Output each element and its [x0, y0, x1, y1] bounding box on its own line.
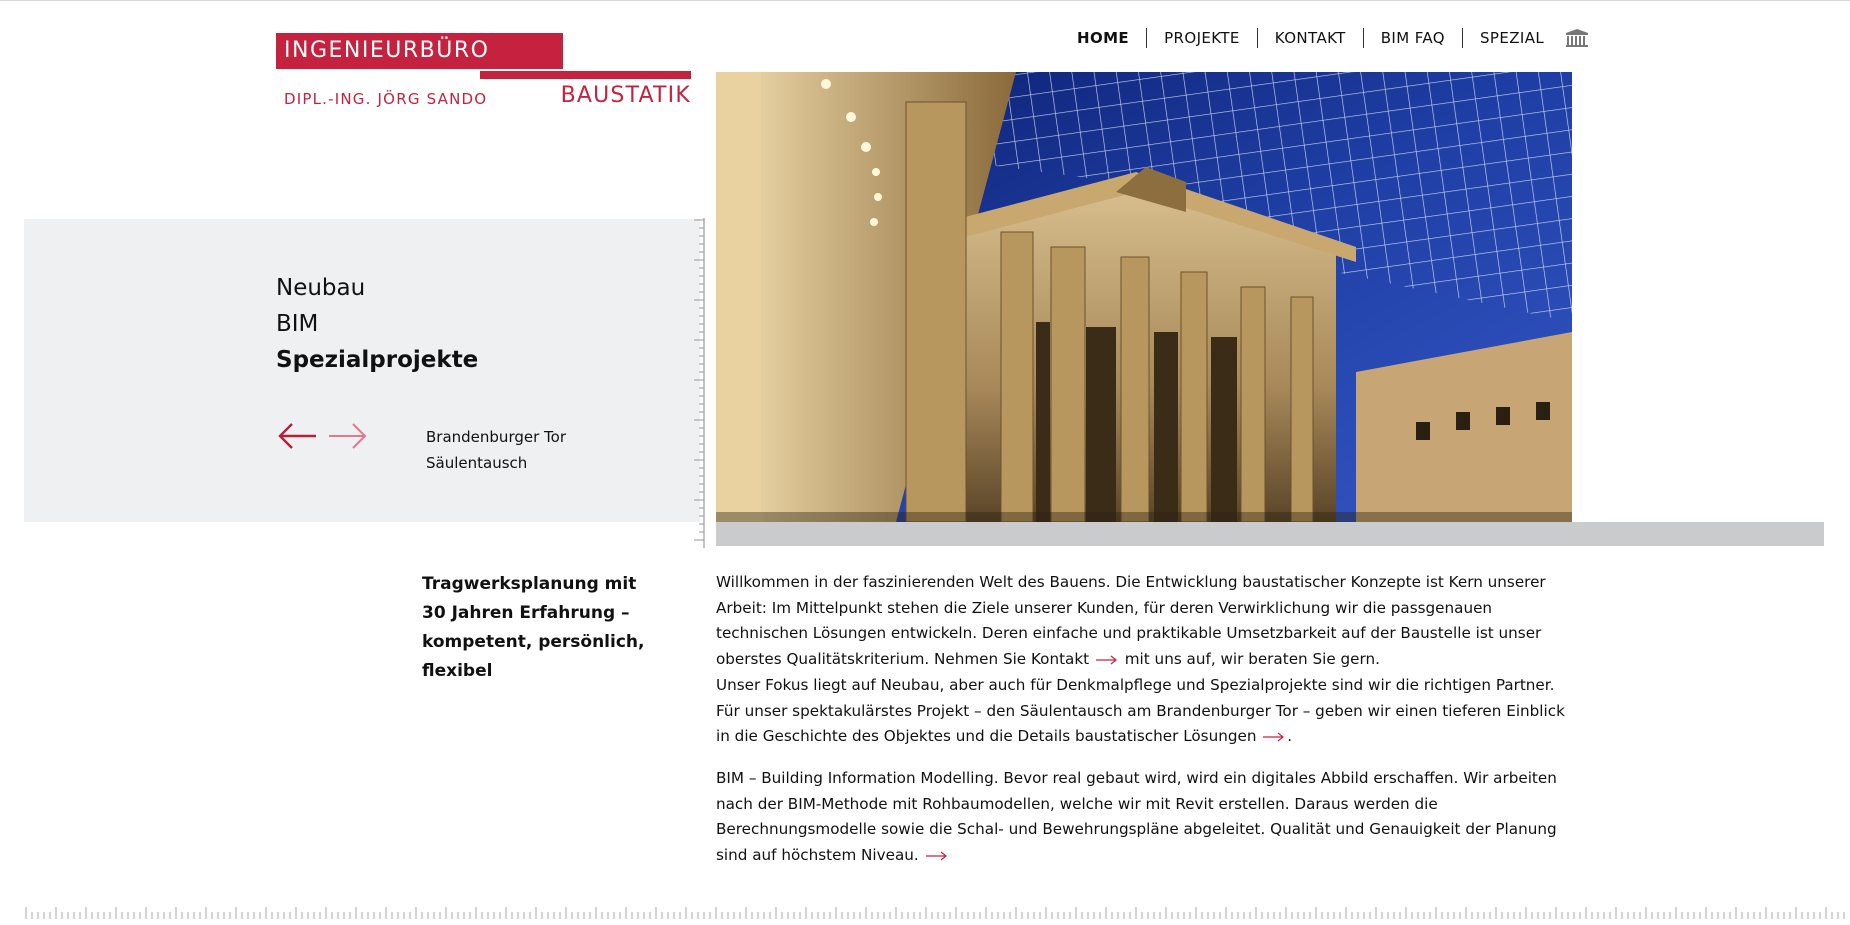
service-bim[interactable]: BIM — [276, 311, 319, 337]
paragraph-3-text: BIM – Building Information Modelling. Bevor real gebaut wird, wird ein digitales Abbild erschaffen. Wir arbeiten nach der BIM-Methode mit Rohbaumodellen, welche wir mit Revit erstellen. Daraus werden die Berechnungsmodelle sowie die Schal- und Bewehrungspläne abgeleitet. Qualität und Genauigkeit der Planung sind auf höchstem Niveau. — [716, 768, 1557, 865]
logo-bar — [480, 71, 691, 79]
hero-underbar — [716, 522, 1824, 546]
paragraph-3 — [716, 766, 1576, 869]
arrow-left-icon[interactable] — [278, 420, 318, 452]
nav-bim-faq[interactable]: BIM FAQ — [1380, 29, 1446, 47]
logo-line3: BAUSTATIK — [560, 83, 691, 108]
paragraph-2-text-a: Unser Fokus liegt auf Neubau, aber auch für Denkmalpflege und Spezialprojekte sind wir die richtigen Partner. Für unser spektakulärstes Projekt – den Säulentausch am Brandenburger Tor – geben wir einen tieferen Einblick in die Geschichte des Objektes und die Details baustatischer Lösungen — [716, 675, 1565, 746]
arrow-right-icon[interactable] — [1263, 732, 1285, 742]
paragraph-1 — [716, 570, 1576, 673]
arrow-right-icon[interactable] — [1096, 655, 1118, 665]
paragraph-2 — [716, 673, 1576, 750]
paragraph-2-text-b: . — [1287, 727, 1293, 746]
arrow-right-icon[interactable] — [327, 420, 367, 452]
nav-kontakt[interactable]: KONTAKT — [1274, 29, 1346, 47]
company-logo[interactable] — [276, 33, 691, 113]
caption-line1: Brandenburger Tor — [426, 428, 566, 446]
paragraph-1-text-b: mit uns auf, wir beraten Sie gern. — [1124, 650, 1380, 669]
service-neubau[interactable]: Neubau — [276, 275, 366, 301]
nav-spezial[interactable]: SPEZIAL — [1480, 29, 1545, 47]
logo-line1: INGENIEURBÜRO — [284, 38, 490, 63]
caption-line2: Säulentausch — [426, 454, 528, 472]
top-border — [0, 0, 1850, 1]
temple-icon[interactable] — [1565, 28, 1589, 48]
paragraph-1-text-a: Willkommen in der faszinierenden Welt des Bauens. Die Entwicklung baustatischer Konzepte ist Kern unserer Arbeit: Im Mittelpunkt stehen die Ziele unserer Kunden, für deren Verwirklichung wir die passgenauen technischen Lösungen entwickeln. Deren einfache und praktikable Umsetzbarkeit auf der Baustelle ist unser oberstes Qualitätskriterium. Nehmen Sie Kontakt — [716, 573, 1546, 669]
intro-text — [716, 570, 1576, 869]
slide-caption — [426, 424, 566, 476]
hero-image-brandenburger-tor — [716, 72, 1572, 522]
arrow-right-icon[interactable] — [926, 851, 948, 861]
services-list — [276, 270, 478, 378]
vertical-ruler — [694, 218, 706, 548]
nav-home[interactable]: HOME — [1077, 29, 1130, 47]
nav-projekte[interactable]: PROJEKTE — [1164, 29, 1240, 47]
logo-box — [276, 33, 563, 69]
main-nav — [1060, 26, 1589, 50]
horizontal-ruler — [24, 905, 1850, 919]
service-spezialprojekte[interactable]: Spezialprojekte — [276, 347, 479, 373]
logo-line2: DIPL.-ING. JÖRG SANDO — [284, 90, 488, 108]
tagline: Tragwerksplanung mit 30 Jahren Erfahrung – kompetent, persönlich, flexibel — [422, 574, 645, 681]
